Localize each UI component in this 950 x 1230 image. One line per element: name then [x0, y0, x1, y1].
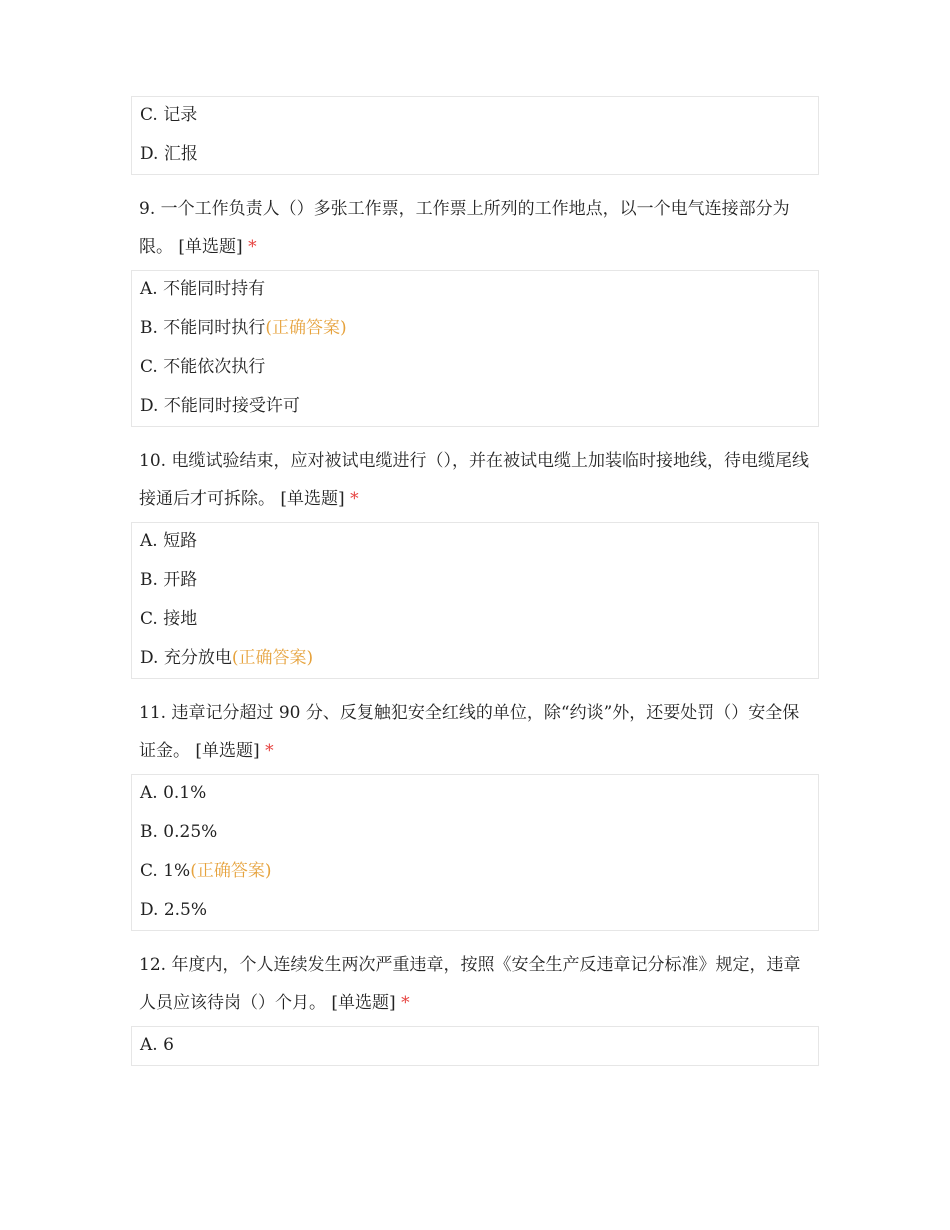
question-text: 10. 电缆试验结束，应对被试电缆进行（），并在被试电缆上加装临时接地线，待电缆尾线接通后才可拆除。	[139, 451, 809, 509]
correct-answer-label: (正确答案)	[231, 648, 314, 668]
survey-content	[131, 96, 819, 1066]
option-text: A. 0.1%	[140, 783, 207, 803]
required-mark: *	[401, 993, 410, 1013]
option-text: A. 不能同时持有	[140, 279, 266, 299]
option-text: A. 6	[140, 1035, 174, 1055]
option-q10-a[interactable]	[140, 522, 810, 561]
option-q9-a[interactable]	[140, 270, 810, 309]
options-box-q8-continued	[131, 96, 819, 175]
options-box-q12	[131, 1026, 819, 1066]
required-mark: *	[350, 489, 359, 509]
option-text: D. 汇报	[140, 144, 198, 164]
options-box-q9	[131, 270, 819, 427]
correct-answer-label: (正确答案)	[265, 318, 347, 338]
option-text: D. 不能同时接受许可	[140, 396, 300, 416]
option-q10-d[interactable]	[140, 639, 810, 678]
question-9	[131, 175, 819, 270]
option-text: C. 接地	[140, 609, 198, 629]
question-type-label: [单选题]	[280, 489, 345, 509]
option-text: B. 不能同时执行	[140, 318, 266, 338]
option-text: C. 记录	[140, 105, 198, 125]
question-type-label: [单选题]	[331, 993, 396, 1013]
correct-answer-label: (正确答案)	[190, 861, 272, 881]
options-box-q10	[131, 522, 819, 679]
required-mark: *	[265, 741, 274, 761]
question-type-label: [单选题]	[178, 237, 243, 257]
required-mark: *	[248, 237, 257, 257]
options-box-q11	[131, 774, 819, 931]
option-text: C. 不能依次执行	[140, 357, 266, 377]
option-q11-b[interactable]	[140, 813, 810, 852]
option-q10-c[interactable]	[140, 600, 810, 639]
option-text: D. 2.5%	[140, 900, 208, 920]
option-q11-d[interactable]	[140, 891, 810, 930]
option-q10-b[interactable]	[140, 561, 810, 600]
option-q8-d[interactable]	[140, 135, 810, 174]
question-10	[131, 427, 819, 522]
option-q12-a[interactable]	[140, 1026, 810, 1065]
option-text: C. 1%	[140, 861, 191, 881]
question-text: 11. 违章记分超过 90 分、反复触犯安全红线的单位，除“约谈”外，还要处罚（）安全保证金。	[139, 703, 800, 761]
question-text: 9. 一个工作负责人（）多张工作票，工作票上所列的工作地点，以一个电气连接部分为限。	[139, 199, 790, 257]
question-type-label: [单选题]	[195, 741, 260, 761]
question-12	[131, 931, 819, 1026]
option-q9-b[interactable]	[140, 309, 810, 348]
option-q11-a[interactable]	[140, 774, 810, 813]
question-text: 12. 年度内，个人连续发生两次严重违章，按照《安全生产反违章记分标准》规定，违章人员应该待岗（）个月。	[139, 955, 801, 1013]
option-text: B. 0.25%	[140, 822, 218, 842]
option-text: A. 短路	[140, 531, 198, 551]
option-text: D. 充分放电	[140, 648, 232, 668]
option-q9-c[interactable]	[140, 348, 810, 387]
option-q11-c[interactable]	[140, 852, 810, 891]
option-q9-d[interactable]	[140, 387, 810, 426]
option-text: B. 开路	[140, 570, 198, 590]
option-q8-c[interactable]	[140, 96, 810, 135]
question-11	[131, 679, 819, 774]
